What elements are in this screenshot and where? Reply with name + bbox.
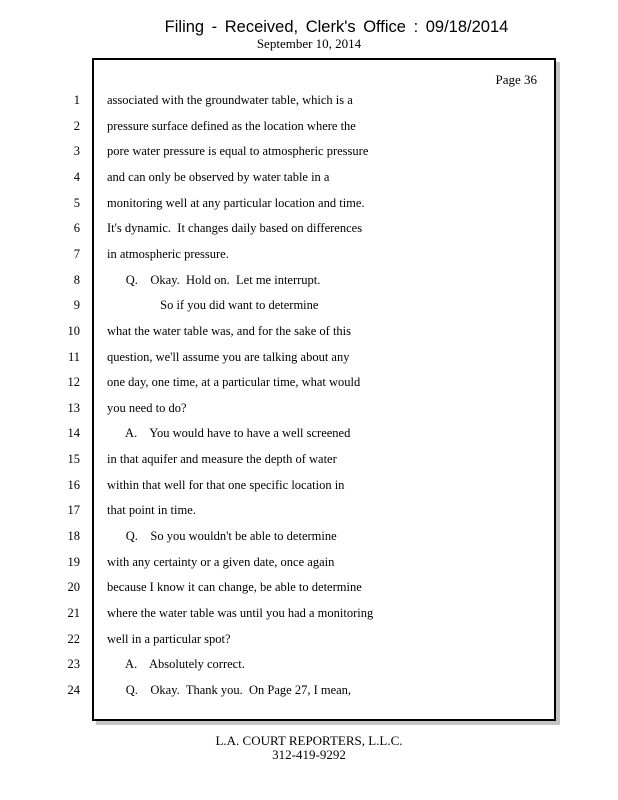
filing-stamp: Filing - Received, Clerk's Office : 09/18/2014 bbox=[164, 18, 509, 36]
line-text: So if you did want to determine bbox=[107, 298, 319, 313]
line-number: 12 bbox=[67, 375, 80, 390]
line-number: 5 bbox=[73, 195, 80, 210]
line-number: 18 bbox=[67, 529, 80, 544]
page-number: Page 36 bbox=[495, 72, 537, 87]
footer-phone: 312-419-9292 bbox=[272, 747, 346, 762]
line-text: you need to do? bbox=[107, 400, 187, 415]
line-number: 24 bbox=[67, 682, 80, 697]
line-text: because I know it can change, be able to determine bbox=[107, 580, 362, 595]
line-text: in that aquifer and measure the depth of water bbox=[107, 452, 337, 467]
line-text: A. You would have to have a well screened bbox=[107, 426, 351, 441]
line-number: 1 bbox=[73, 93, 80, 107]
line-text: that point in time. bbox=[107, 503, 196, 518]
line-number: 7 bbox=[73, 246, 80, 261]
footer-company: L.A. COURT REPORTERS, L.L.C. bbox=[215, 733, 403, 748]
line-number: 11 bbox=[67, 349, 80, 364]
line-text: Q. Okay. Thank you. On Page 27, I mean, bbox=[107, 682, 352, 697]
line-text: pressure surface defined as the location where the bbox=[107, 118, 356, 133]
line-text: It's dynamic. It changes daily based on differences bbox=[107, 221, 363, 236]
line-text: within that well for that one specific location in bbox=[107, 477, 345, 492]
line-text: Q. So you wouldn't be able to determine bbox=[107, 529, 337, 544]
line-text: and can only be observed by water table in a bbox=[107, 169, 330, 184]
line-number: 6 bbox=[73, 221, 80, 236]
line-number: 17 bbox=[67, 503, 80, 518]
line-number: 10 bbox=[67, 323, 80, 338]
line-text: with any certainty or a given date, once again bbox=[107, 554, 335, 569]
line-text: where the water table was until you had a monitoring bbox=[107, 606, 374, 620]
line-number: 3 bbox=[73, 144, 80, 159]
line-number: 9 bbox=[73, 298, 80, 313]
line-text: in atmospheric pressure. bbox=[107, 246, 229, 261]
line-number: 14 bbox=[67, 426, 80, 441]
line-text: well in a particular spot? bbox=[107, 631, 231, 646]
line-number: 2 bbox=[73, 118, 80, 133]
line-text: monitoring well at any particular location and time. bbox=[107, 195, 365, 210]
line-text: Q. Okay. Hold on. Let me interrupt. bbox=[107, 272, 321, 287]
line-number: 20 bbox=[67, 580, 80, 595]
line-text: one day, one time, at a particular time, what would bbox=[107, 375, 361, 390]
line-number: 21 bbox=[67, 606, 80, 620]
line-number: 19 bbox=[67, 554, 80, 569]
line-text: associated with the groundwater table, which is a bbox=[107, 93, 353, 107]
line-number: 13 bbox=[67, 400, 80, 415]
line-text: question, we'll assume you are talking about any bbox=[107, 349, 350, 364]
line-number: 8 bbox=[73, 272, 80, 287]
line-number: 22 bbox=[67, 631, 80, 646]
line-number: 15 bbox=[67, 452, 80, 467]
line-text: A. Absolutely correct. bbox=[107, 657, 245, 672]
line-number: 4 bbox=[73, 169, 80, 184]
line-number: 23 bbox=[67, 657, 80, 672]
line-number: 16 bbox=[67, 477, 80, 492]
deposition-date: September 10, 2014 bbox=[256, 36, 362, 51]
line-text: pore water pressure is equal to atmospheric pressure bbox=[107, 144, 369, 159]
line-text: what the water table was, and for the sake of this bbox=[107, 323, 352, 338]
